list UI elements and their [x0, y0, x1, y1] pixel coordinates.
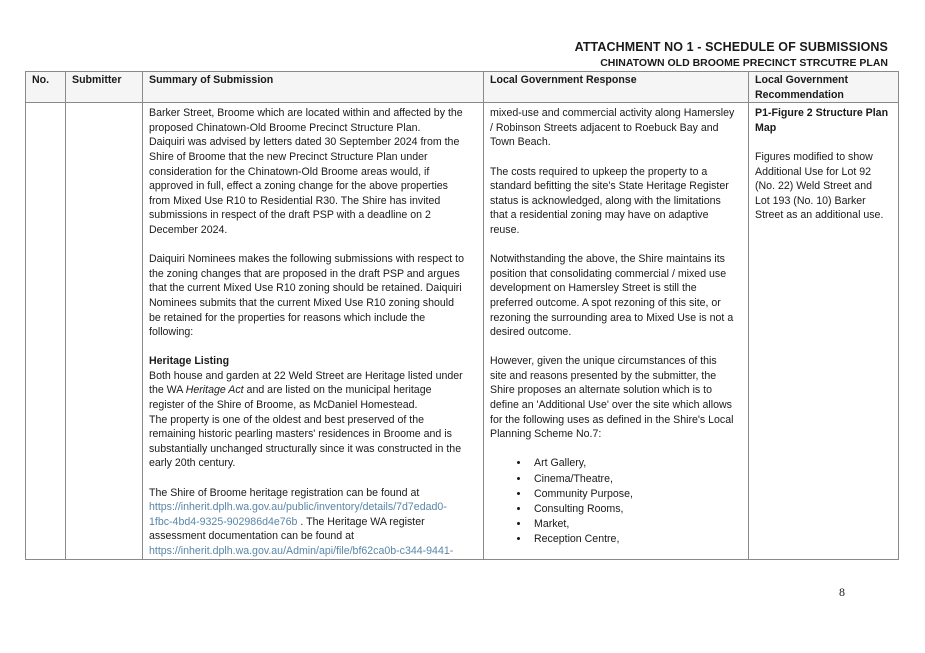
document-subtitle: CHINATOWN OLD BROOME PRECINCT STRCUTRE PLAN [600, 57, 888, 69]
list-item: • Market, [530, 517, 742, 532]
cell-submitter [66, 103, 143, 559]
cell-response [484, 103, 749, 559]
heritage-inventory-link-cont[interactable]: 1fbc-4bd4-9325-902986d4e76b [149, 515, 298, 528]
column-header-response: Local Government Response [484, 72, 749, 103]
cell-no [26, 103, 66, 559]
summary-paragraph-2: Daiquiri Nominees makes the following submissions with respect to the zoning changes that are proposed in the draft PSP and argues that the current Mixed Use R10 zoning should be retained. Daiquiri Nominees submits that the current Mixed Use R10 zoning should be retained for the properties for reasons which include the following: [149, 253, 465, 339]
response-paragraph-1: mixed-use and commercial activity along Hamersley / Robinson Streets adjacent to Roebuck Bay and Town Beach. [490, 107, 735, 149]
heritage-links-paragraph: The Shire of Broome heritage registration can be found at https://inherit.dplh.wa.gov.au/public/inventory/details/7d7edad0- 1fbc-4bd4-9325-902986d4e76b . The Heritage WA register assessment documentation can be found at https://inherit.dplh.wa.gov.au/Admin/api/file/bf62ca0b-c344-9441- [149, 486, 454, 557]
additional-uses-list [490, 456, 742, 547]
submissions-table [25, 71, 899, 560]
recommendation-body: Figures modified to show Additional Use for Lot 92 (No. 22) Weld Street and Lot 193 (No. 10) Barker Street as an additional use. [755, 150, 884, 222]
heritage-assessment-link[interactable]: https://inherit.dplh.wa.gov.au/Admin/api/file/bf62ca0b-c344-9441- [149, 545, 454, 557]
table-row [26, 103, 899, 559]
column-header-summary: Summary of Submission [143, 72, 484, 103]
page-number: 8 [839, 585, 845, 599]
heritage-paragraph: Both house and garden at 22 Weld Street are Heritage listed under the WA Heritage Act and are listed on the municipal heritage register of the Shire of Broome, as McDaniel Homestead. The property is one of the oldest and best preserved of the remaining historic pearling masters' residences in Broome and is substantially unchanged structurally since it was constructed in the early 20th century. [149, 369, 463, 470]
table-header-row [26, 72, 899, 103]
list-item: • Art Gallery, [530, 456, 742, 471]
heritage-act-emphasis: Heritage Act [185, 384, 244, 397]
column-header-submitter: Submitter [66, 72, 143, 103]
response-paragraph-2: The costs required to upkeep the property to a standard befitting the site's State Heritage Register status is acknowledged, along with the limitations that a residential zoning may have on adaptive reuse. [490, 165, 729, 236]
list-item: • Reception Centre, [530, 532, 742, 547]
column-header-recommendation: Local Government Recommendation [749, 72, 899, 103]
cell-summary [143, 103, 484, 559]
summary-paragraph-1: Barker Street, Broome which are located within and affected by the proposed Chinatown-Old Broome Precinct Structure Plan. Daiquiri was advised by letters dated 30 September 2024 from the Shire of Broome that the new Precinct Structure Plan under consideration for the Chinatown-Old Broome areas would, if approved in full, effect a zoning change for the above properties from Mixed Use R10 to Residential R30. The Shire has invited submissions in respect of the draft PSP with a deadline on 2 December 2024. [149, 107, 463, 236]
heritage-listing-heading: Heritage Listing [149, 355, 230, 368]
list-item: • Community Purpose, [530, 487, 742, 502]
heritage-inventory-link[interactable]: https://inherit.dplh.wa.gov.au/public/inventory/details/7d7edad0- [149, 501, 447, 514]
list-item: • Cinema/Theatre, [530, 472, 742, 487]
list-item: • Consulting Rooms, [530, 502, 742, 517]
document-title: ATTACHMENT NO 1 - SCHEDULE OF SUBMISSIONS [574, 40, 888, 54]
recommendation-heading: P1-Figure 2 Structure Plan Map [755, 107, 889, 134]
response-paragraph-4: However, given the unique circumstances of this site and reasons presented by the submitter, the Shire proposes an alternate solution which is to define an 'Additional Use' over the site which allows for the following uses as defined in the Shire's Local Planning Scheme No.7: [490, 355, 734, 441]
column-header-no: No. [26, 72, 66, 103]
cell-recommendation [749, 103, 899, 559]
response-paragraph-3: Notwithstanding the above, the Shire maintains its position that consolidating commercial / mixed use development on Hamersley Street is still the preferred outcome. A spot rezoning of this site, or rezoning the surrounding area to Mixed Use is not a desired outcome. [490, 253, 734, 339]
